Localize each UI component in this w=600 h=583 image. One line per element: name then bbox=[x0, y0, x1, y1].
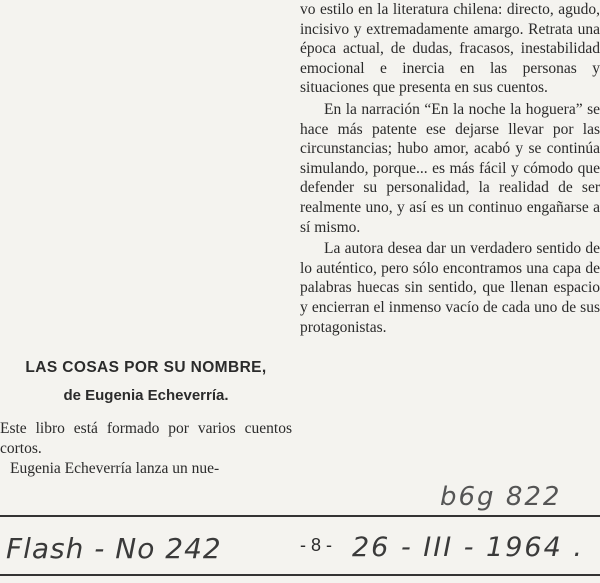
right-paragraph-2: En la narración “En la noche la hoguera” se hace más patente ese dejarse llevar por las circunstancias; hubo amor, acabó y se continúa simulando, porque... es más fácil y cómodo que defender su personalidad, la realidad de ser realmente uno, y así es un continuo engañarse a sí mismo. bbox=[300, 100, 600, 236]
handwritten-reference-number: b6g 822 bbox=[440, 482, 562, 512]
right-paragraph-1: vo estilo en la literatura chilena: directo, agudo, incisivo y extremadamente amargo. Retrata una época actual, de dudas, fracasos, inestabilidad emocional e inercia en las personas y situaciones que presenta en sus cuentos. bbox=[300, 1, 600, 97]
handwritten-date: 26 - III - 1964 . bbox=[352, 532, 584, 563]
review-title: LAS COSAS POR SU NOMBRE, bbox=[25, 359, 267, 376]
divider-top bbox=[0, 515, 600, 517]
left-paragraph-2: Eugenia Echeverría lanza un nue- bbox=[10, 460, 220, 477]
left-paragraph-1: Este libro está formado por varios cuentos cortos. bbox=[0, 420, 292, 457]
article-left-column bbox=[0, 355, 292, 479]
handwritten-publication: Flash - No 242 bbox=[6, 532, 222, 565]
article-right-column bbox=[300, 0, 600, 337]
divider-bottom bbox=[0, 574, 600, 576]
right-paragraph-3: La autora desea dar un verdadero sentido de lo auténtico, pero sólo encontramos una capa de palabras huecas sin sentido, que llenan espacio y encierran el inmenso vacío de cada uno de sus protagonistas. bbox=[300, 240, 600, 336]
page-number: - 8 - bbox=[300, 535, 333, 555]
review-author: de Eugenia Echeverría. bbox=[63, 387, 229, 404]
review-intro bbox=[0, 419, 292, 479]
